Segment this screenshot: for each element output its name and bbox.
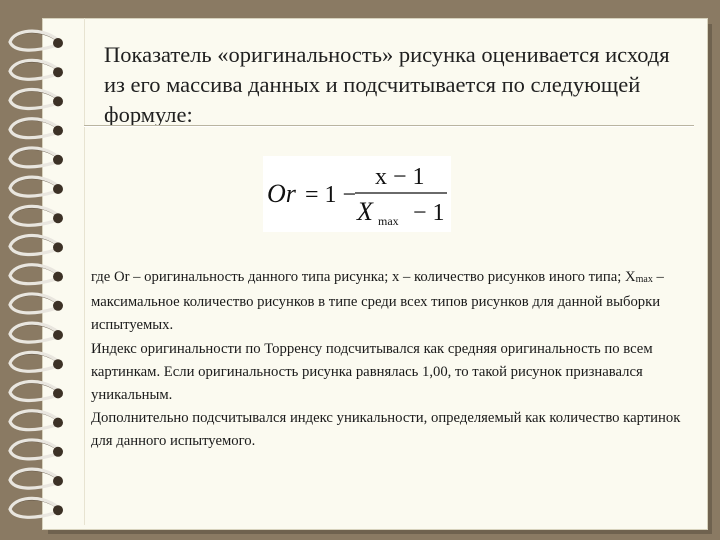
margin-line	[84, 18, 85, 525]
originality-formula	[263, 156, 451, 232]
binding-ring	[10, 323, 63, 342]
formula-denominator-var: X	[357, 197, 373, 226]
formula-denominator-sub: max	[378, 214, 399, 228]
binding-ring	[10, 265, 63, 284]
binding-ring	[10, 440, 63, 459]
formula-lhs: Or	[267, 179, 296, 208]
binding-ring	[10, 469, 63, 488]
binding-ring	[10, 206, 63, 225]
binding-ring	[10, 352, 63, 371]
formula-eq: = 1 −	[305, 182, 357, 208]
paragraph-uniqueness-index: Дополнительно подсчитывался индекс уникальности, определяемый как количество картинок для данного испытуемого.	[91, 410, 681, 450]
formula-numerator: x − 1	[375, 164, 425, 190]
binding-ring	[10, 411, 63, 430]
x-max-subscript: max	[635, 274, 653, 285]
binding-ring	[10, 119, 63, 138]
paragraph-definitions: где Or – оригинальность данного типа рисунка; x – количество рисунков иного типа; $X_{max}$ – максимальное количество рисунков в типе среди всех типов рисунков для данной выборки испытуемых.	[91, 269, 664, 334]
spiral-binding	[0, 0, 80, 540]
binding-ring	[10, 294, 63, 313]
binding-ring	[10, 31, 63, 50]
paragraph-torrance-index: Индекс оригинальности по Торренсу подсчитывался как средняя оригинальность по всем картинкам. Если оригинальность рисунка равнялась 1,00, то такой рисунок признавался уникальным.	[91, 340, 653, 404]
slide-title: Показатель «оригинальность» рисунка оценивается исходя из его массива данных и подсчитывается по следующей формуле:	[104, 42, 670, 127]
binding-ring	[10, 60, 63, 79]
formula-denominator-rest: − 1	[413, 200, 445, 226]
binding-ring	[10, 236, 63, 255]
binding-ring	[10, 90, 63, 109]
title-divider	[84, 125, 694, 126]
binding-ring	[10, 382, 63, 401]
binding-ring	[10, 148, 63, 167]
binding-ring	[10, 498, 63, 517]
body-text	[91, 266, 691, 454]
binding-ring	[10, 177, 63, 196]
